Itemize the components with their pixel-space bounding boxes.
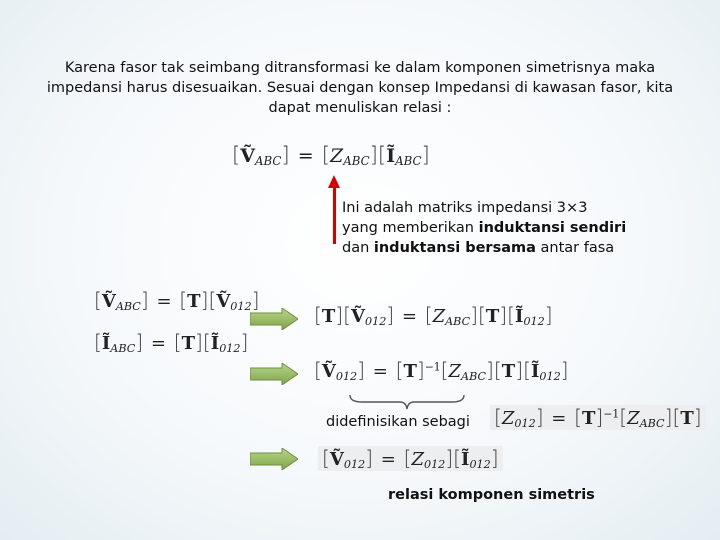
equation-current-transform: $[Ĩ_{ABC}]$ = $[T][Ĩ_{012}]$ bbox=[94, 330, 249, 355]
relation-caption: relasi komponen simetris bbox=[388, 487, 595, 503]
underbrace-icon bbox=[348, 393, 466, 411]
red-arrow-shaft bbox=[333, 186, 336, 244]
definition-caption: didefinisikan sebagi bbox=[326, 414, 470, 430]
green-arrow-icon bbox=[250, 308, 298, 330]
intro-paragraph: Karena fasor tak seimbang ditransformasi ke dalam komponen simetrisnya maka impedansi harus disesuaikan. Sesuai dengan konsep Impedansi di kawasan fasor, kita dapat menuliskan relasi : bbox=[46, 60, 674, 116]
equation-substitution: [T][Ṽ$_{012}$] = $[Z_{ABC}][T][Ĩ_{012}]$ bbox=[314, 303, 553, 328]
equation-symmetrical-relation: [Ṽ$_{012}$] = $[Z_{012}][Ĩ_{012}]$ bbox=[318, 446, 503, 471]
impedance-note: Ini adalah matriks impedansi 3×3 yang memberikan induktansi sendiri dan induktansi bersama antar fasa bbox=[342, 200, 627, 256]
equation-voltage-transform: [Ṽ$_{ABC}$] = [T][Ṽ$_{012}$] bbox=[94, 288, 260, 313]
equation-z012-definition: $[Z_{012}] = [T]^{-1}[Z_{ABC}][T]$ bbox=[490, 405, 706, 430]
green-arrow-icon bbox=[250, 363, 298, 385]
equation-solved-v012: [Ṽ$_{012}$] = $[T]^{-1}[Z_{ABC}][T][Ĩ_{012}]$ bbox=[314, 358, 569, 383]
green-arrow-icon bbox=[250, 448, 298, 470]
equation-phase-relation: [Ṽ$_{ABC}$] = $[Z_{ABC}][Ĩ_{ABC}]$ bbox=[232, 143, 430, 168]
